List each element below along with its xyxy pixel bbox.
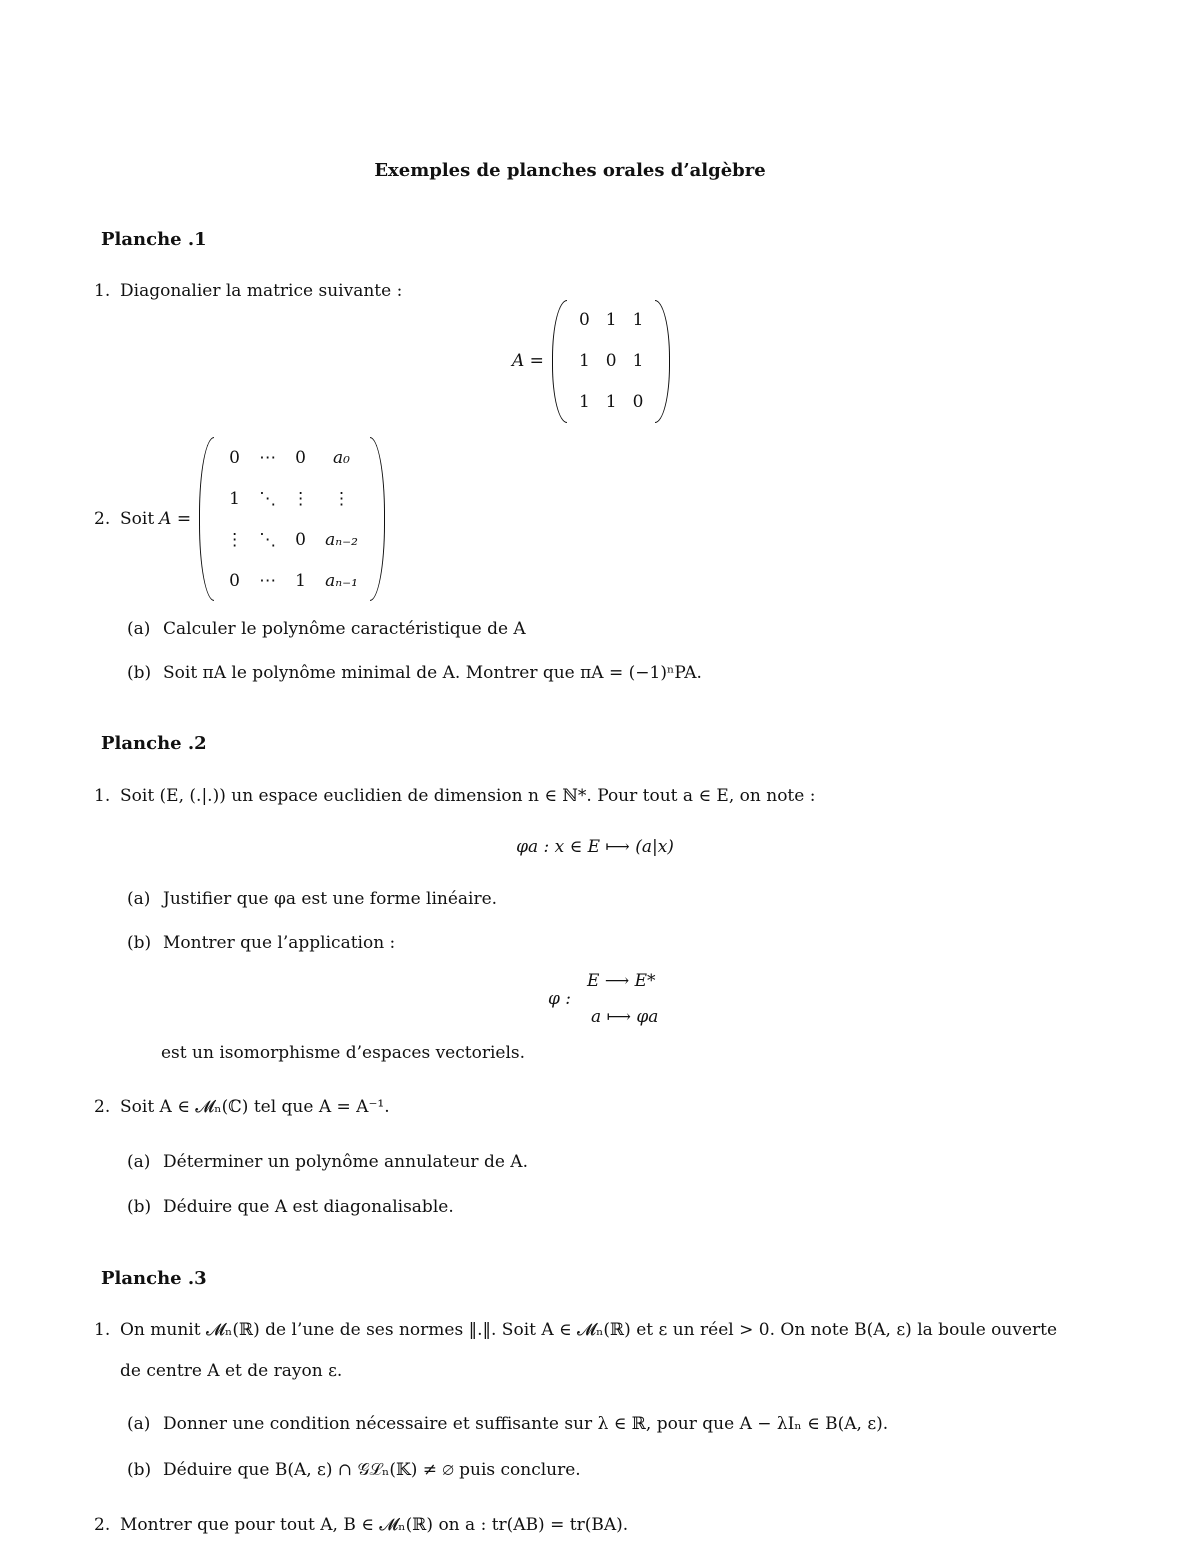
p1-item-2-var: A = — [159, 509, 192, 529]
subitem-text: Calculer le polynôme caractéristique de A — [163, 619, 526, 639]
p3-item-1 — [94, 1320, 1057, 1340]
matrix-a-cell: 1 — [605, 310, 617, 330]
planche-3-heading: Planche .3 — [101, 1268, 207, 1289]
p3-item-1-line-1: On munit 𝓜ₙ(ℝ) de l’une de ses normes ‖.‖. Soit A ∈ 𝓜ₙ(ℝ) et ε un réel > 0. On note B(A, ε) la boule ouverte — [120, 1320, 1058, 1340]
companion-cell: aₙ₋₁ — [325, 570, 358, 591]
map-name: φ : — [548, 989, 572, 1009]
companion-cell: ⋱ — [259, 529, 277, 550]
p2-subitem-b-continuation: est un isomorphisme d’espaces vectoriels. — [161, 1043, 526, 1063]
subitem-label: (a) — [127, 1414, 151, 1434]
companion-cell: 0 — [295, 447, 306, 468]
companion-cell: ⋱ — [259, 488, 277, 509]
matrix-row — [218, 437, 366, 478]
p2-subitem-2b — [127, 1197, 454, 1217]
subitem-text: Déduire que A est diagonalisable. — [163, 1197, 454, 1217]
subitem-label: (a) — [127, 619, 151, 639]
matrix-a-cell: 1 — [605, 392, 617, 412]
matrix-row — [571, 300, 651, 341]
matrix-a-cell: 1 — [578, 392, 590, 412]
subitem-text: Soit πA le polynôme minimal de A. Montrer que πA = (−1)ⁿPA. — [163, 663, 702, 683]
map-line-1: E ⟶ E* — [587, 971, 656, 991]
p2-item-2 — [94, 1097, 390, 1117]
subitem-label: (b) — [127, 1197, 152, 1217]
subitem-text: Déterminer un polynôme annulateur de A. — [163, 1152, 528, 1172]
matrix-row — [218, 478, 366, 519]
matrix-a-label: A = — [512, 351, 544, 371]
subitem-text: Déduire que B(A, ε) ∩ 𝒢ℒₙ(𝕂) ≠ ∅ puis conclure. — [163, 1460, 581, 1480]
map-line-2: a ⟼ φa — [591, 1007, 659, 1027]
p1-subitem-a — [127, 619, 526, 639]
matrix-a-cell: 1 — [578, 351, 590, 371]
companion-cell: a₀ — [333, 447, 350, 468]
left-paren — [552, 300, 567, 423]
p2-subitem-2a — [127, 1152, 528, 1172]
companion-cell: 1 — [295, 570, 306, 591]
matrix-a-cell: 0 — [605, 351, 617, 371]
p2-item-1-text: Soit (E, (.|.)) un espace euclidien de dimension n ∈ ℕ*. Pour tout a ∈ E, on note : — [120, 786, 816, 806]
matrix-row — [218, 560, 366, 601]
p1-item-2-text: Soit — [120, 509, 155, 529]
companion-cell: ⋮ — [333, 488, 350, 509]
companion-matrix-table — [218, 437, 366, 601]
p3-subitem-b — [127, 1460, 581, 1480]
planche-2-heading: Planche .2 — [101, 733, 207, 754]
p2-item-1 — [94, 786, 815, 806]
p3-item-2-number: 2. — [94, 1515, 111, 1535]
companion-cell: ⋯ — [259, 570, 277, 591]
p3-item-2 — [94, 1515, 628, 1535]
phi-map-display — [548, 965, 658, 1033]
companion-cell: ⋮ — [292, 488, 310, 509]
p2-item-1-number: 1. — [94, 786, 111, 806]
matrix-row — [571, 382, 651, 423]
phi-definition: φa : x ∈ E ⟼ (a|x) — [516, 837, 674, 857]
p1-subitem-b — [127, 663, 702, 683]
subitem-label: (b) — [127, 1460, 152, 1480]
document-title: Exemples de planches orales d’algèbre — [374, 160, 766, 181]
p3-item-1-line-2: de centre A et de rayon ε. — [120, 1361, 343, 1381]
companion-cell: 1 — [229, 488, 240, 509]
p3-item-2-text: Montrer que pour tout A, B ∈ 𝓜ₙ(ℝ) on a : tr(AB) = tr(BA). — [120, 1515, 629, 1535]
companion-cell: aₙ₋₂ — [325, 529, 358, 550]
p1-item-1 — [94, 281, 402, 301]
p2-item-2-number: 2. — [94, 1097, 111, 1117]
subitem-text: Donner une condition nécessaire et suffisante sur λ ∈ ℝ, pour que A − λIₙ ∈ B(A, ε). — [163, 1414, 889, 1434]
matrix-a-cell: 0 — [578, 310, 590, 330]
matrix-a-display — [512, 302, 670, 420]
matrix-row — [571, 341, 651, 382]
p2-subitem-a — [127, 889, 497, 909]
companion-cell: 0 — [229, 570, 240, 591]
p1-item-2 — [94, 436, 385, 602]
matrix-a-cell: 0 — [632, 392, 644, 412]
matrix-row — [218, 519, 366, 560]
p2-subitem-b — [127, 933, 395, 953]
matrix-a — [552, 300, 670, 423]
map-lines — [587, 971, 658, 1027]
p1-item-1-number: 1. — [94, 281, 111, 301]
companion-cell: 0 — [295, 529, 306, 550]
matrix-a-table — [571, 300, 651, 423]
subitem-label: (b) — [127, 933, 152, 953]
matrix-a-cell: 1 — [632, 351, 644, 371]
companion-cell: 0 — [229, 447, 240, 468]
p3-subitem-a — [127, 1414, 888, 1434]
subitem-label: (b) — [127, 663, 152, 683]
left-paren — [199, 437, 214, 601]
subitem-text: Justifier que φa est une forme linéaire. — [163, 889, 498, 909]
p2-item-2-text: Soit A ∈ 𝓜ₙ(ℂ) tel que A = A⁻¹. — [120, 1097, 390, 1117]
companion-cell: ⋯ — [259, 447, 277, 468]
p1-item-2-number: 2. — [94, 509, 111, 529]
matrix-a-cell: 1 — [632, 310, 644, 330]
companion-cell: ⋮ — [226, 529, 244, 550]
p1-item-1-text: Diagonalier la matrice suivante : — [120, 281, 403, 301]
subitem-text: Montrer que l’application : — [163, 933, 396, 953]
subitem-label: (a) — [127, 889, 151, 909]
companion-matrix — [199, 437, 385, 601]
right-paren — [370, 437, 385, 601]
right-paren — [655, 300, 670, 423]
subitem-label: (a) — [127, 1152, 151, 1172]
p3-item-1-number: 1. — [94, 1320, 111, 1340]
planche-1-heading: Planche .1 — [101, 229, 207, 250]
